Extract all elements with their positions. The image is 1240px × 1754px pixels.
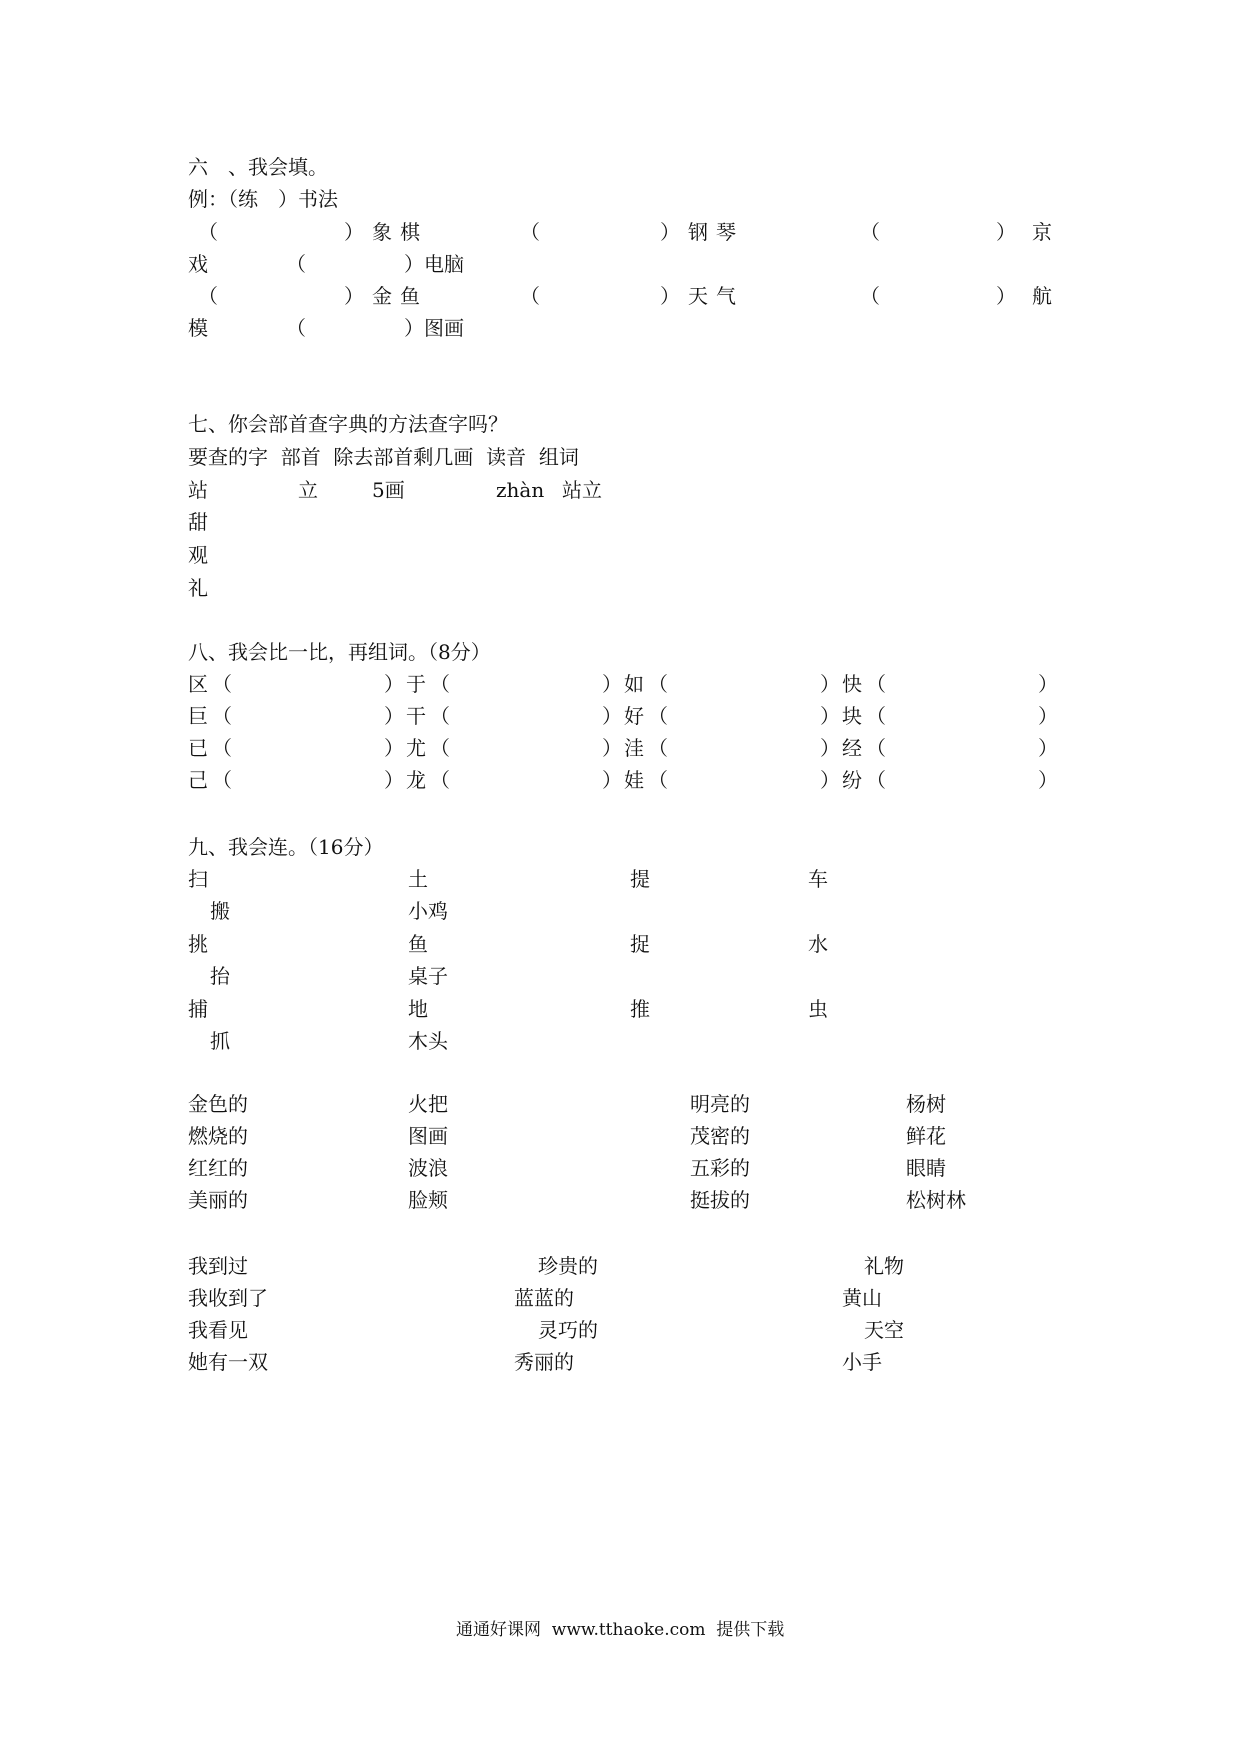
match-word: 我看见: [188, 1318, 248, 1342]
blank-paren-close: ）: [384, 768, 404, 792]
section6-example: 例：（练 ）书法: [188, 187, 338, 211]
blank-paren-open: （: [430, 736, 450, 760]
match-word: 小手: [842, 1350, 882, 1374]
dict-char: 礼: [188, 576, 208, 600]
fill-blank-item: ）天气: [660, 284, 744, 308]
compare-char: 娃: [624, 768, 644, 792]
match-word: 提: [630, 867, 650, 891]
blank-paren-open: （: [430, 672, 450, 696]
match-word: 金色的: [188, 1092, 248, 1116]
fill-blank-item: ）象棋: [344, 220, 428, 244]
match-word: 小鸡: [408, 899, 448, 924]
match-word: 推: [630, 996, 650, 1021]
match-word: 桌子: [408, 964, 448, 989]
compare-char: 块: [842, 704, 862, 728]
blank-paren-close: ）: [820, 704, 840, 728]
fill-blank-open: （: [286, 316, 306, 340]
section9-title: 九、我会连。（16分）: [188, 835, 384, 859]
compare-char: 于: [406, 672, 426, 696]
compare-char: 洼: [624, 736, 644, 760]
dict-pinyin: zhàn: [496, 478, 545, 502]
fill-blank-open: （: [520, 284, 540, 308]
fill-blank-item: ）金鱼: [344, 284, 428, 308]
blank-paren-close: ）: [602, 736, 622, 760]
match-word: 我收到了: [188, 1286, 268, 1310]
blank-paren-open: （: [212, 704, 232, 728]
match-word: 松树林: [906, 1188, 966, 1212]
dict-char: 观: [188, 543, 208, 567]
fill-blank-open: （: [860, 284, 880, 308]
compare-char: 已: [188, 736, 208, 760]
blank-paren-open: （: [212, 768, 232, 792]
compare-char: 经: [842, 736, 862, 760]
dict-char: 甜: [188, 510, 208, 534]
match-word: 车: [808, 867, 828, 891]
match-word: 水: [808, 931, 828, 956]
blank-paren-open: （: [866, 672, 886, 696]
match-word: 杨树: [906, 1092, 946, 1116]
blank-paren-close: ）: [384, 704, 404, 728]
fill-blank-open: （: [198, 220, 218, 244]
compare-char: 好: [624, 704, 644, 728]
match-word: 鲜花: [906, 1124, 946, 1148]
fill-blank-text: 戏: [188, 252, 208, 276]
match-word: 木头: [408, 1029, 448, 1053]
blank-paren-close: ）: [384, 672, 404, 696]
match-word: 灵巧的: [538, 1318, 598, 1342]
dictionary-table-header: 要查的字 部首 除去部首剩几画 读音 组词: [188, 445, 579, 469]
blank-paren-close: ）: [602, 672, 622, 696]
match-word: 挺拔的: [690, 1188, 750, 1212]
match-word: 眼睛: [906, 1156, 946, 1180]
match-word: 挑: [188, 931, 208, 956]
blank-paren-close: ）: [602, 704, 622, 728]
match-word: 她有一双: [188, 1350, 268, 1374]
blank-paren-open: （: [430, 704, 450, 728]
blank-paren-close: ）: [820, 736, 840, 760]
blank-paren-open: （: [648, 768, 668, 792]
dict-strokes: 5画: [372, 478, 405, 502]
fill-blank-item: ）钢琴: [660, 220, 744, 244]
match-word: 图画: [408, 1124, 448, 1148]
match-word: 蓝蓝的: [514, 1286, 574, 1310]
compare-char: 干: [406, 704, 426, 728]
blank-paren-close: ）: [602, 768, 622, 792]
match-word: 地: [408, 996, 428, 1021]
match-word: 搬: [210, 899, 230, 924]
blank-paren-open: （: [430, 768, 450, 792]
compare-char: 巨: [188, 704, 208, 728]
match-word: 珍贵的: [538, 1254, 598, 1278]
blank-paren-close: ）: [1038, 768, 1058, 792]
fill-blank-item: ）航: [996, 284, 1068, 308]
match-word: 脸颊: [408, 1188, 448, 1212]
match-word: 波浪: [408, 1156, 448, 1180]
match-word: 礼物: [864, 1254, 904, 1278]
blank-paren-close: ）: [820, 768, 840, 792]
dict-radical: 立: [298, 478, 318, 502]
match-word: 抬: [210, 964, 230, 989]
compare-char: 己: [188, 768, 208, 792]
fill-blank-item: ）电脑: [404, 252, 464, 276]
match-word: 美丽的: [188, 1188, 248, 1212]
blank-paren-open: （: [212, 672, 232, 696]
match-word: 天空: [864, 1318, 904, 1342]
blank-paren-open: （: [648, 704, 668, 728]
fill-blank-item: ）京: [996, 220, 1068, 244]
blank-paren-close: ）: [1038, 736, 1058, 760]
fill-blank-open: （: [520, 220, 540, 244]
match-word: 捉: [630, 931, 650, 956]
blank-paren-close: ）: [384, 736, 404, 760]
blank-paren-open: （: [648, 672, 668, 696]
match-word: 红红的: [188, 1156, 248, 1180]
match-word: 黄山: [842, 1286, 882, 1310]
match-word: 明亮的: [690, 1092, 750, 1116]
match-word: 扫: [188, 867, 208, 891]
section6-title: 六 、我会填。: [188, 155, 328, 179]
match-word: 我到过: [188, 1254, 248, 1278]
blank-paren-open: （: [648, 736, 668, 760]
match-word: 燃烧的: [188, 1124, 248, 1148]
match-word: 土: [408, 867, 428, 891]
fill-blank-item: ）图画: [404, 316, 464, 340]
fill-blank-open: （: [860, 220, 880, 244]
match-word: 茂密的: [690, 1124, 750, 1148]
match-word: 鱼: [408, 931, 428, 956]
compare-char: 尤: [406, 736, 426, 760]
fill-blank-open: （: [198, 284, 218, 308]
compare-char: 快: [842, 672, 862, 696]
match-word: 火把: [408, 1092, 448, 1116]
compare-char: 如: [624, 672, 644, 696]
blank-paren-open: （: [866, 736, 886, 760]
dict-word: 站立: [562, 478, 602, 502]
compare-char: 龙: [406, 768, 426, 792]
blank-paren-close: ）: [820, 672, 840, 696]
section8-title: 八、我会比一比，再组词。（8分）: [188, 640, 491, 664]
section7-title: 七、你会部首查字典的方法查字吗？: [188, 412, 508, 436]
match-word: 抓: [210, 1029, 230, 1053]
compare-char: 纷: [842, 768, 862, 792]
blank-paren-close: ）: [1038, 672, 1058, 696]
blank-paren-close: ）: [1038, 704, 1058, 728]
compare-char: 区: [188, 672, 208, 696]
page-footer: 通通好课网 www.tthaoke.com 提供下载: [456, 1620, 785, 1640]
match-word: 虫: [808, 996, 828, 1021]
blank-paren-open: （: [866, 768, 886, 792]
fill-blank-open: （: [286, 252, 306, 276]
match-word: 五彩的: [690, 1156, 750, 1180]
fill-blank-text: 模: [188, 316, 208, 340]
blank-paren-open: （: [866, 704, 886, 728]
blank-paren-open: （: [212, 736, 232, 760]
dict-char: 站: [188, 478, 208, 502]
match-word: 秀丽的: [514, 1350, 574, 1374]
match-word: 捕: [188, 996, 208, 1021]
